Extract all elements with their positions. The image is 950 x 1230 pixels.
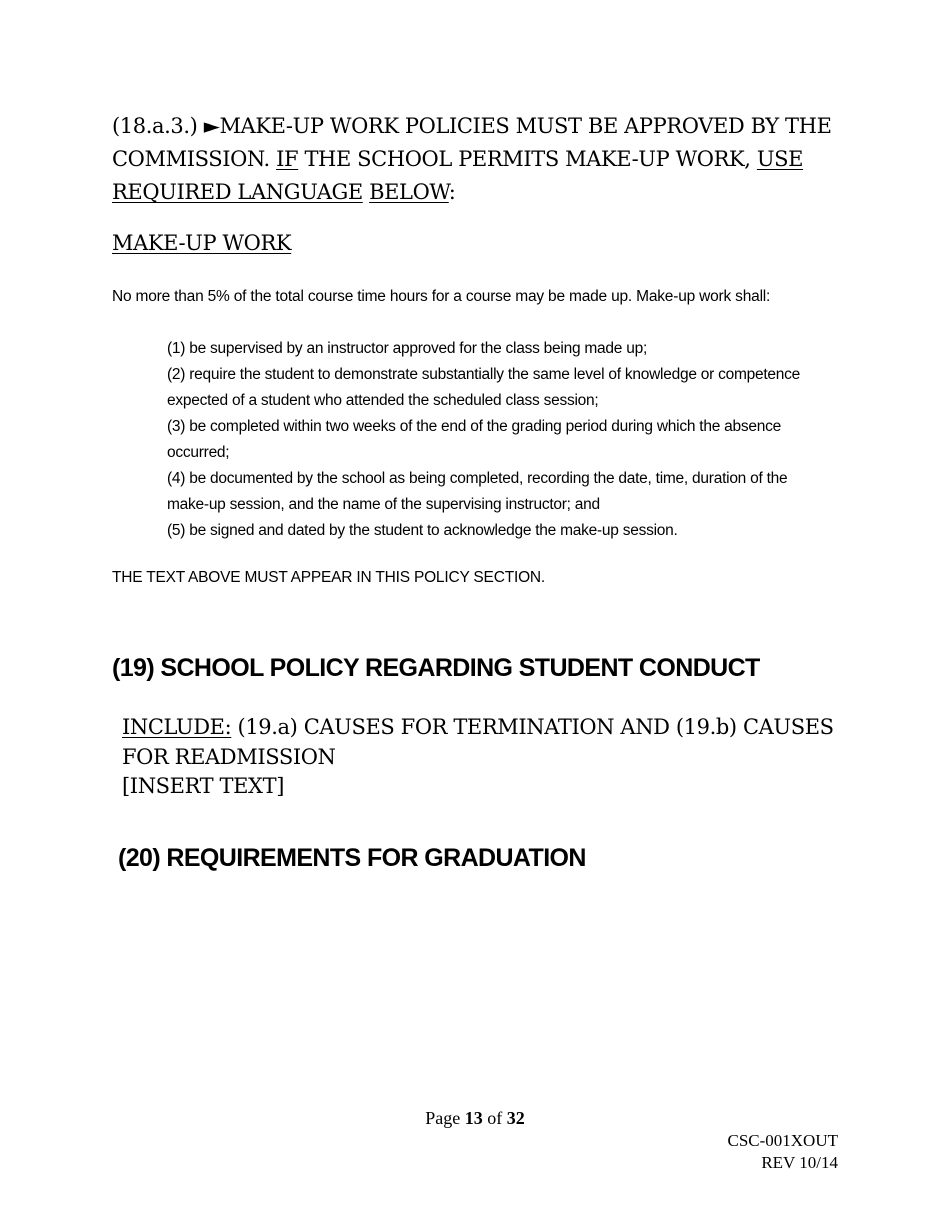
requirement-item-4: (4) be documented by the school as being completed, recording the date, time, duration of the make-up session, and the name of the supervising instructor; and <box>167 470 788 513</box>
form-revision: REV 10/14 <box>761 1153 838 1172</box>
makeup-intro-paragraph: No more than 5% of the total course time hours for a course may be made up. Make-up work shall: <box>112 288 771 305</box>
page-number-footer <box>0 1106 950 1130</box>
requirement-item-3: (3) be completed within two weeks of the end of the grading period during which the absence occurred; <box>167 418 781 461</box>
makeup-requirements-list <box>167 336 807 544</box>
arrow-right-icon: ► <box>203 114 220 138</box>
requirement-item-5: (5) be signed and dated by the student to acknowledge the make-up session. <box>167 522 678 539</box>
requirement-item-2: (2) require the student to demonstrate substantially the same level of knowledge or competence expected of a student who attended the scheduled class session; <box>167 366 801 409</box>
include-text: (19.a) CAUSES FOR TERMINATION AND (19.b) CAUSES FOR READMISSION <box>122 715 834 769</box>
notice-if: IF <box>276 147 299 171</box>
notice-below: BELOW <box>369 180 449 204</box>
current-page-number: 13 <box>464 1108 483 1128</box>
total-pages: 32 <box>506 1108 525 1128</box>
form-code-block <box>727 1130 838 1174</box>
insert-text-placeholder: [INSERT TEXT] <box>122 774 284 798</box>
policy-notice-text: THE TEXT ABOVE MUST APPEAR IN THIS POLICY SECTION. <box>112 569 546 586</box>
include-label: INCLUDE: <box>122 715 232 739</box>
makeup-approval-notice <box>112 110 852 209</box>
of-word: of <box>482 1108 507 1128</box>
form-code: CSC-001XOUT <box>727 1131 838 1150</box>
notice-use-required-language: USE REQUIRED LANGUAGE <box>112 147 804 204</box>
section-19-heading: (19) SCHOOL POLICY REGARDING STUDENT CONDUCT <box>112 654 760 682</box>
include-line <box>122 713 862 772</box>
makeup-work-title: MAKE-UP WORK <box>112 231 292 255</box>
section-19-include-block <box>122 713 862 802</box>
notice-text-part2: THE SCHOOL PERMITS MAKE-UP WORK, <box>298 147 757 171</box>
notice-colon: : <box>448 180 456 204</box>
notice-prefix: (18.a.3.) <box>112 114 204 138</box>
requirement-item-1: (1) be supervised by an instructor approved for the class being made up; <box>167 340 647 357</box>
page-word: Page <box>425 1108 465 1128</box>
notice-text-part1: MAKE-UP WORK POLICIES MUST BE APPROVED BY THE COMMISSION. <box>112 114 832 171</box>
section-20-heading: (20) REQUIREMENTS FOR GRADUATION <box>118 844 586 872</box>
